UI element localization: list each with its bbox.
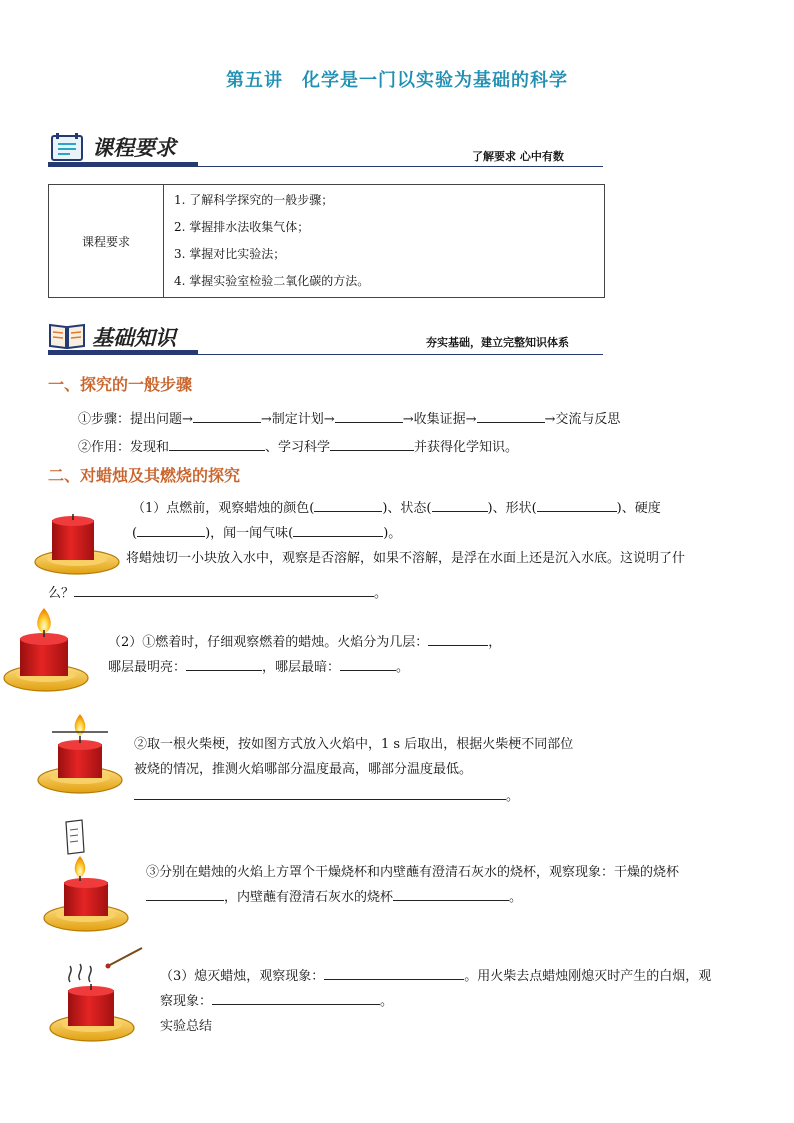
paragraph-extinguish (160, 964, 711, 1039)
requirement-item: 1. 了解科学探究的一般步骤； (174, 193, 334, 207)
requirements-label: 课程要求 (49, 185, 164, 298)
fill-blank[interactable] (314, 497, 382, 512)
paragraph-text: ②取一根火柴梗，按如图方式放入火焰中，1 s 后取出，根据火柴梗不同部位 (134, 737, 574, 752)
fill-blank[interactable] (186, 656, 262, 671)
fill-blank[interactable] (537, 497, 617, 512)
section-heading: 一、探究的一般步骤 (48, 375, 193, 394)
banner-slogan: 了解要求 心中有数 (472, 150, 564, 163)
paragraph-text: （2）①燃着时，仔细观察燃着的蜡烛。火焰分为几层： (108, 635, 429, 650)
candle-lit-icon (2, 606, 94, 696)
paragraph-text: )、状态( (382, 501, 432, 516)
requirement-item: 2. 掌握排水法收集气体； (174, 220, 310, 234)
paragraph-burning (108, 630, 501, 680)
paragraph-text: 被烧的情况，推测火焰哪部分温度最高，哪部分温度最低。 (134, 762, 473, 777)
paragraph-text: 。 (374, 586, 388, 601)
paragraph-text: 。用火柴去点蜡烛刚熄灭时产生的白烟，观 (464, 969, 712, 984)
paragraph-text: )，闻一闻气味( (205, 526, 294, 541)
fill-blank[interactable] (74, 582, 374, 597)
fill-blank[interactable] (193, 408, 261, 423)
basic-knowledge-banner (48, 318, 604, 358)
requirements-list (164, 185, 605, 298)
paragraph-text: 么？ (48, 586, 75, 601)
effect-text: 并获得化学知识。 (414, 440, 519, 455)
paragraph-before-lighting (126, 496, 752, 571)
banner-heading: 课程要求 (92, 136, 176, 160)
paragraph-text: )。 (383, 526, 402, 541)
banner-rule-thin (198, 166, 603, 167)
paragraph-text: （3）熄灭蜡烛，观察现象： (160, 969, 325, 984)
paragraph-text: 。 (380, 994, 394, 1009)
fill-blank[interactable] (212, 990, 380, 1005)
steps-line (78, 408, 620, 427)
steps-text: →收集证据→ (402, 412, 477, 427)
fill-blank[interactable] (137, 522, 205, 537)
paragraph-text: )、形状( (487, 501, 537, 516)
steps-text: ①步骤：提出问题→ (78, 412, 193, 427)
banner-rule-thick (48, 162, 198, 167)
effect-line (78, 436, 518, 455)
paragraph-text: )、硬度 (616, 501, 661, 516)
experiment-summary-label: 实验总结 (160, 1019, 213, 1034)
fill-blank[interactable] (340, 656, 396, 671)
course-requirements-banner (48, 130, 604, 170)
candle-matchstick-icon (34, 712, 126, 798)
paragraph-text: ，内壁蘸有澄清石灰水的烧杯 (224, 890, 394, 905)
fill-blank[interactable] (335, 408, 403, 423)
clipboard-icon (50, 132, 84, 162)
paragraph-matchstick (134, 732, 573, 809)
fill-blank[interactable] (330, 436, 414, 451)
page-title: 第五讲 化学是一门以实验为基础的科学 (226, 70, 568, 91)
candle-unlit-icon (32, 510, 122, 580)
paragraph-text: ，哪层最暗： (262, 660, 341, 675)
paragraph-text: 。 (509, 890, 523, 905)
banner-slogan: 夯实基础，建立完整知识体系 (426, 336, 569, 349)
banner-heading: 基础知识 (92, 326, 176, 350)
steps-text: →制定计划→ (260, 412, 335, 427)
requirement-item: 4. 掌握实验室检验二氧化碳的方法。 (174, 274, 370, 288)
steps-text: →交流与反思 (544, 412, 621, 427)
banner-rule-thick (48, 350, 198, 355)
paragraph-text: 将蜡烛切一小块放入水中，观察是否溶解，如果不溶解，是浮在水面上还是沉入水底。这说明了什 (126, 551, 686, 566)
paragraph-text: 。 (396, 660, 410, 675)
fill-blank[interactable] (428, 631, 488, 646)
paragraph-text: 。 (506, 789, 520, 804)
paragraph-text: 察现象： (160, 994, 213, 1009)
paragraph-beaker (146, 860, 679, 910)
banner-rule-thin (198, 354, 603, 355)
effect-text: ②作用：发现和 (78, 440, 170, 455)
paragraph-text: ， (488, 635, 502, 650)
candle-smoke-icon (46, 944, 146, 1046)
paragraph-text: （1）点燃前，观察蜡烛的颜色( (132, 501, 315, 516)
fill-blank[interactable] (432, 497, 488, 512)
section-heading: 二、对蜡烛及其燃烧的探究 (48, 466, 241, 485)
paragraph-text: 哪层最明亮： (108, 660, 187, 675)
paragraph-text: ③分别在蜡烛的火焰上方罩个干燥烧杯和内壁蘸有澄清石灰水的烧杯，观察现象：干燥的烧杯 (146, 865, 680, 880)
fill-blank[interactable] (324, 965, 464, 980)
fill-blank[interactable] (169, 436, 265, 451)
fill-blank[interactable] (477, 408, 545, 423)
fill-blank[interactable] (293, 522, 383, 537)
candle-beaker-icon (40, 818, 132, 936)
fill-blank[interactable] (134, 785, 506, 800)
fill-blank[interactable] (393, 886, 509, 901)
paragraph-text: ( (132, 526, 138, 541)
requirements-table (48, 184, 605, 298)
effect-text: 、学习科学 (265, 440, 331, 455)
open-book-icon (48, 320, 86, 350)
paragraph-tail-line (48, 582, 387, 601)
fill-blank[interactable] (146, 886, 224, 901)
requirement-item: 3. 掌握对比实验法； (174, 247, 286, 261)
